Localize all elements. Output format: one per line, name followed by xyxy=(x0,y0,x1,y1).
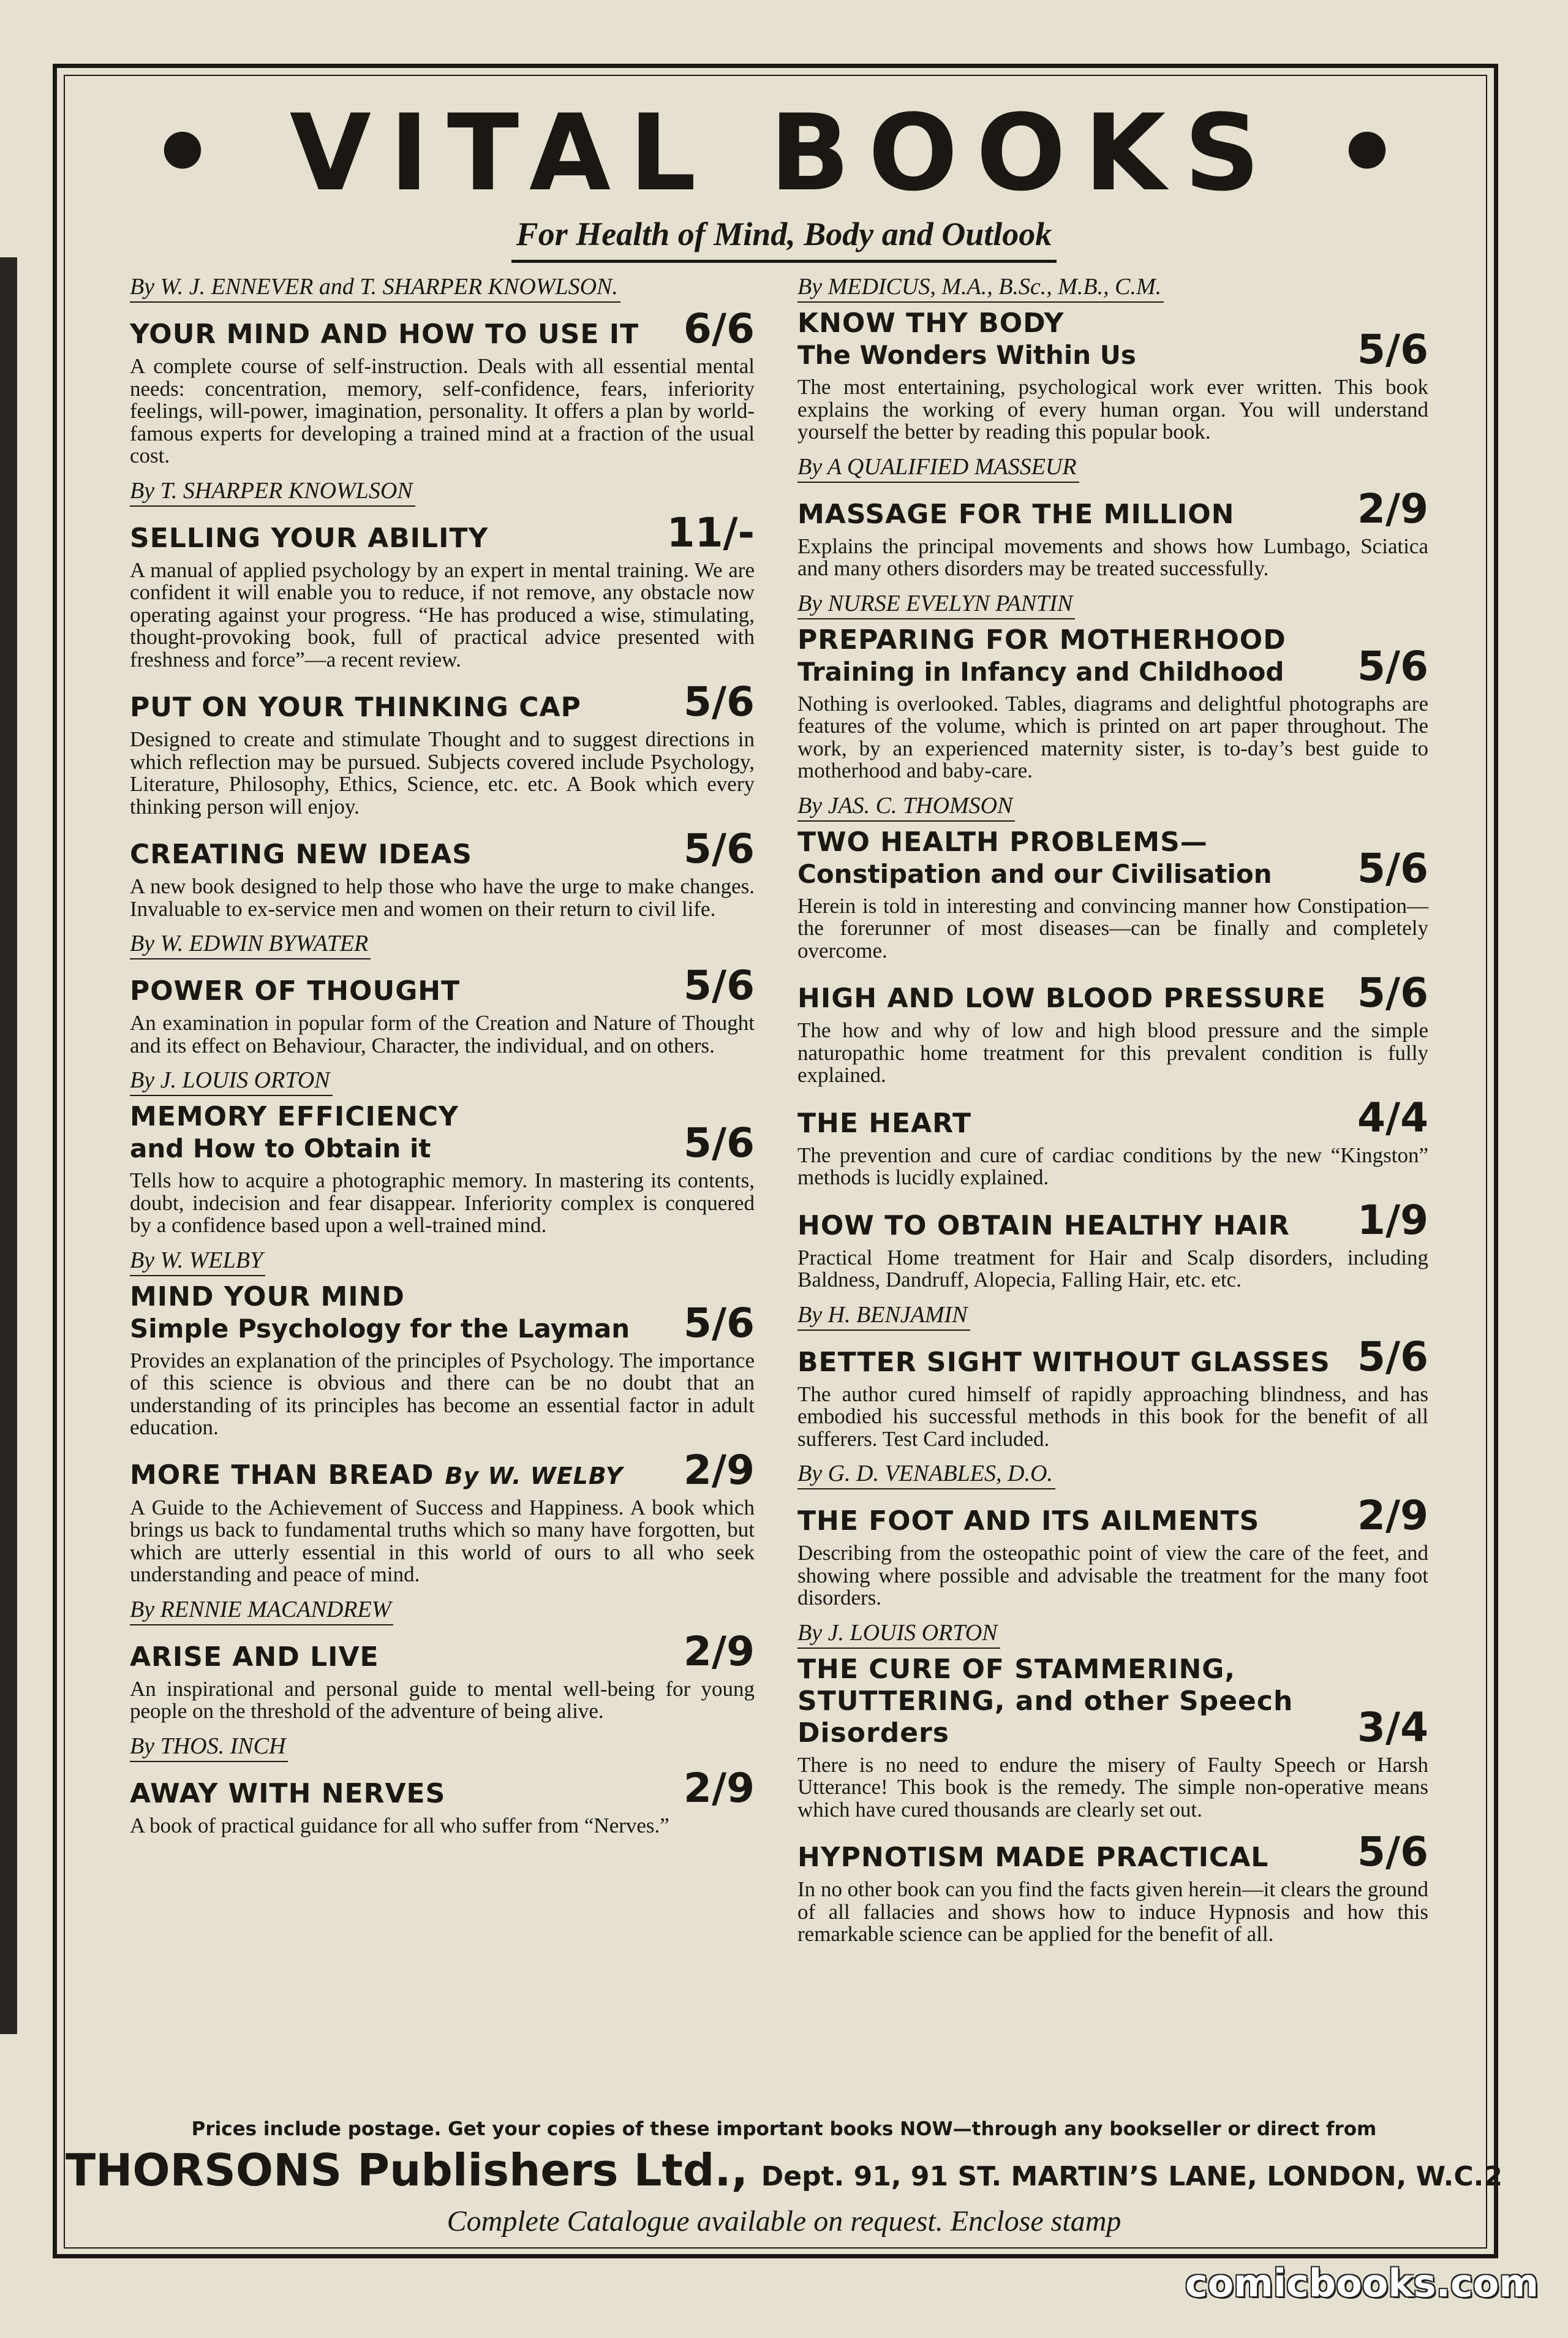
book-subtitle: Simple Psychology for the Layman xyxy=(130,1313,630,1344)
subtitle-wrap xyxy=(0,213,1568,263)
book-description: Describing from the osteopathic point of view the care of the feet, and showing where possible and advisable the treatment for the many foot disorders. xyxy=(797,1541,1428,1610)
book-author: By H. BENJAMIN xyxy=(797,1301,970,1331)
book-subtitle: Training in Infancy and Childhood xyxy=(797,656,1284,687)
book-title-block xyxy=(797,1505,1259,1537)
book-entry xyxy=(130,1733,755,1837)
book-title: BETTER SIGHT WITHOUT GLASSES xyxy=(797,1346,1330,1378)
book-entry xyxy=(797,590,1428,782)
book-heading-row xyxy=(797,1494,1428,1537)
book-author: By A QUALIFIED MASSEUR xyxy=(797,453,1079,483)
book-title: THE FOOT AND ITS AILMENTS xyxy=(797,1505,1260,1537)
book-entry xyxy=(130,1596,755,1723)
book-entry xyxy=(797,1301,1428,1451)
book-title-block xyxy=(797,983,1326,1015)
book-price: 5/6 xyxy=(1357,1333,1428,1380)
book-title-block xyxy=(797,1654,1345,1749)
book-title: HIGH AND LOW BLOOD PRESSURE xyxy=(797,983,1326,1014)
book-heading-row xyxy=(130,1281,755,1345)
book-price: 5/6 xyxy=(684,825,755,872)
book-description: A book of practical guidance for all who suffer from “Nerves.” xyxy=(130,1813,669,1837)
book-author: By JAS. C. THOMSON xyxy=(797,792,1015,822)
book-heading-row xyxy=(797,827,1428,890)
book-title: KNOW THY BODY xyxy=(797,308,1065,339)
book-price: 6/6 xyxy=(684,305,755,352)
book-description: Tells how to acquire a photographic memory. In mastering its contents, doubt, indecision and fear disappear. Inferiority complex is conquered by a confidence based upon a well-trained mind. xyxy=(130,1168,755,1237)
book-title-block xyxy=(130,1641,379,1673)
book-description: Provides an explanation of the principles of Psychology. The importance of this science is obvious and there can be no doubt that an understanding of its principles has become an essential factor in adult education. xyxy=(130,1348,755,1439)
book-title: TWO HEALTH PROBLEMS— xyxy=(797,826,1208,858)
book-heading-row xyxy=(797,1828,1428,1875)
book-subtitle: and How to Obtain it xyxy=(130,1133,431,1163)
book-entry xyxy=(130,477,755,672)
book-price: 5/6 xyxy=(1357,1828,1428,1875)
book-entry xyxy=(797,792,1428,963)
book-heading-row xyxy=(130,1101,755,1165)
publisher-name: THORSONS Publishers Ltd., xyxy=(66,2144,748,2196)
book-description: Herein is told in interesting and convincing manner how Constipation—the forerunner of most diseases—can be finally and completely overcome. xyxy=(797,893,1428,963)
book-title-block xyxy=(130,1459,623,1492)
book-subtitle: Constipation and our Civilisation xyxy=(797,858,1272,889)
book-heading-row xyxy=(797,1333,1428,1380)
book-price: 2/9 xyxy=(1357,1492,1428,1539)
book-heading-row xyxy=(130,1446,755,1494)
book-entry xyxy=(130,1247,755,1439)
book-title-block xyxy=(797,827,1272,890)
book-heading-row xyxy=(797,485,1428,532)
footer-catalogue-note: Complete Catalogue available on request. Enclose stamp xyxy=(447,2205,1121,2238)
book-author: By J. LOUIS ORTON xyxy=(130,1067,333,1096)
book-entry xyxy=(130,273,755,467)
book-title-block xyxy=(797,1108,971,1140)
book-heading-row xyxy=(130,964,755,1007)
book-price: 2/9 xyxy=(1357,485,1428,532)
book-description: The most entertaining, psychological work ever written. This book explains the working of every human organ. You will understand yourself the better by reading this popular book. xyxy=(797,375,1428,444)
book-title: PREPARING FOR MOTHERHOOD xyxy=(797,624,1286,656)
book-heading-row xyxy=(797,308,1428,371)
book-description: The how and why of low and high blood pressure and the simple naturopathic home treatment for this prevalent condition is fully explained. xyxy=(797,1018,1428,1087)
book-title-block xyxy=(130,692,581,724)
right-column xyxy=(797,273,1428,1956)
book-heading-row xyxy=(797,1196,1428,1244)
book-description: There is no need to endure the misery of Faulty Speech or Harsh Utterance! This book is the remedy. The simple non-operative means which have cured thousands are clearly set out. xyxy=(797,1752,1428,1822)
publisher-address: Dept. 91, 91 ST. MARTIN’S LANE, LONDON, W.C.2 xyxy=(761,2161,1502,2192)
book-title: THE CURE OF STAMMERING, STUTTERING, and other Speech Disorders xyxy=(797,1653,1294,1749)
book-price: 5/6 xyxy=(1357,844,1428,892)
book-author: By G. D. VENABLES, D.O. xyxy=(797,1460,1055,1489)
book-description: A Guide to the Achievement of Success and Happiness. A book which brings us back to fundamental truths which so many have forgotten, but which are utterly essential in this world of ours to all who seek understanding and peace of mind. xyxy=(130,1495,755,1586)
footer-publisher-line xyxy=(0,2144,1568,2196)
book-price: 4/4 xyxy=(1357,1094,1428,1141)
page-subtitle: For Health of Mind, Body and Outlook xyxy=(511,213,1057,263)
book-title: ARISE AND LIVE xyxy=(130,1641,379,1673)
book-heading-row xyxy=(797,969,1428,1016)
book-price: 5/6 xyxy=(1357,642,1428,690)
book-price: 2/9 xyxy=(684,1446,755,1494)
book-title-block xyxy=(797,1210,1290,1242)
book-description: An examination in popular form of the Creation and Nature of Thought and its effect on Behaviour, Character, the individual, and on others. xyxy=(130,1011,755,1057)
book-description: Nothing is overlooked. Tables, diagrams and delightful photographs are features of the volume, which is printed on art paper throughout. The work, by an experienced maternity sister, is to-day’s best guide to motherhood and baby-care. xyxy=(797,691,1428,782)
book-entry xyxy=(797,453,1428,580)
book-author: By THOS. INCH xyxy=(130,1733,288,1762)
book-entry xyxy=(130,1067,755,1237)
book-title: SELLING YOUR ABILITY xyxy=(130,522,489,554)
book-title-block xyxy=(130,319,639,350)
book-author: By MEDICUS, M.A., B.Sc., M.B., C.M. xyxy=(797,273,1164,303)
book-title: PUT ON YOUR THINKING CAP xyxy=(130,692,581,723)
book-price: 5/6 xyxy=(1357,969,1428,1016)
book-price: 5/6 xyxy=(1357,326,1428,373)
book-entry xyxy=(797,1094,1428,1189)
book-price: 2/9 xyxy=(684,1627,755,1675)
book-entry xyxy=(797,969,1428,1087)
book-author: By W. EDWIN BYWATER xyxy=(130,930,371,959)
book-title: MASSAGE FOR THE MILLION xyxy=(797,498,1235,530)
book-title-author: By W. WELBY xyxy=(445,1462,624,1489)
book-title-block xyxy=(797,499,1235,531)
book-author: By W. J. ENNEVER and T. SHARPER KNOWLSON. xyxy=(130,273,620,303)
book-title-block xyxy=(797,624,1286,688)
book-entry xyxy=(797,1196,1428,1292)
book-title: HOW TO OBTAIN HEALTHY HAIR xyxy=(797,1209,1290,1241)
book-description: Practical Home treatment for Hair and Scalp disorders, including Baldness, Dandruff, Alopecia, Falling Hair, etc. etc. xyxy=(797,1245,1428,1292)
book-title-block xyxy=(130,523,488,554)
book-title: CREATING NEW IDEAS xyxy=(130,839,472,870)
book-heading-row xyxy=(797,1094,1428,1141)
book-title-block xyxy=(797,308,1136,371)
book-title: THE HEART xyxy=(797,1107,972,1139)
book-title-block xyxy=(130,975,460,1007)
book-price: 2/9 xyxy=(684,1764,755,1812)
book-title-block xyxy=(130,1101,459,1165)
book-author: By T. SHARPER KNOWLSON xyxy=(130,477,415,507)
book-title: HYPNOTISM MADE PRACTICAL xyxy=(797,1842,1269,1873)
book-heading-row xyxy=(130,1627,755,1675)
book-heading-row xyxy=(797,1654,1428,1749)
book-description: In no other book can you find the facts given herein—it clears the ground of all fallacies and shows how to induce Hypnosis and how this remarkable science can be applied for the benefit of all. xyxy=(797,1877,1428,1946)
book-entry xyxy=(797,1828,1428,1946)
book-title: MIND YOUR MIND xyxy=(130,1281,405,1312)
book-author: By RENNIE MACANDREW xyxy=(130,1596,393,1625)
book-title-block xyxy=(130,1281,630,1345)
book-description: An inspirational and personal guide to mental well-being for young people on the threshold of the adventure of being alive. xyxy=(130,1676,755,1723)
book-heading-row xyxy=(130,678,755,725)
book-description: The author cured himself of rapidly approaching blindness, and has embodied his successful methods in this book for the benefit of all sufferers. Test Card included. xyxy=(797,1382,1428,1451)
book-price: 11/- xyxy=(666,509,755,556)
book-heading-row xyxy=(130,1764,755,1812)
book-description: A new book designed to help those who have the urge to make changes. Invaluable to ex-service men and women on their return to civil life. xyxy=(130,874,755,921)
watermark: comicbooks.com xyxy=(1185,2261,1539,2306)
book-author: By W. WELBY xyxy=(130,1247,265,1276)
book-title-block xyxy=(130,1778,445,1810)
torn-edge xyxy=(0,257,17,2034)
book-title: POWER OF THOUGHT xyxy=(130,975,461,1007)
book-heading-row xyxy=(797,624,1428,688)
book-price: 5/6 xyxy=(684,1299,755,1347)
book-description: A manual of applied psychology by an expert in mental training. We are confident it will enable you to reduce, if not remove, any obstacle now operating against your progress. “He has produced a wise, stimulating, thought-provoking book, full of practical advice presented with freshness and force”—a recent review. xyxy=(130,558,755,672)
book-description: A complete course of self-instruction. Deals with all essential mental needs: concentration, memory, self-confidence, fears, inferiority feelings, will-power, imagination, personality. It offers a plan by world-famous experts for developing a trained mind at a fraction of the usual cost. xyxy=(130,354,755,467)
page-title: • VITAL BOOKS • xyxy=(148,91,1419,214)
book-entry xyxy=(130,825,755,921)
book-description: Explains the principal movements and shows how Lumbago, Sciatica and many others disorders may be treated successfully. xyxy=(797,534,1428,580)
book-price: 5/6 xyxy=(684,962,755,1009)
book-description: Designed to create and stimulate Thought and to suggest directions in which reflection may be pursued. Subjects covered include Psychology, Literature, Philosophy, Ethics, Science, etc. etc. A Book which every thinking person will enjoy. xyxy=(130,727,755,819)
book-title-block xyxy=(797,1347,1330,1379)
left-column xyxy=(130,273,755,1847)
book-title-block xyxy=(797,1842,1268,1874)
book-title: MORE THAN BREAD xyxy=(130,1459,434,1491)
book-author: By NURSE EVELYN PANTIN xyxy=(797,590,1075,619)
book-price: 3/4 xyxy=(1357,1703,1428,1751)
book-title-block xyxy=(130,839,472,871)
book-subtitle: The Wonders Within Us xyxy=(797,340,1136,370)
book-price: 1/9 xyxy=(1357,1196,1428,1244)
book-title: MEMORY EFFICIENCY xyxy=(130,1101,459,1132)
book-price: 5/6 xyxy=(684,1119,755,1167)
book-heading-row xyxy=(130,305,755,352)
book-author: By J. LOUIS ORTON xyxy=(797,1619,1000,1649)
book-title: YOUR MIND AND HOW TO USE IT xyxy=(130,319,639,350)
book-entry xyxy=(130,678,755,819)
footer-prices-note: Prices include postage. Get your copies of these important books NOW—through any bookseller or direct from xyxy=(191,2118,1377,2140)
book-entry xyxy=(130,1446,755,1586)
book-title: AWAY WITH NERVES xyxy=(130,1777,446,1809)
book-entry xyxy=(130,930,755,1057)
book-heading-row xyxy=(130,509,755,556)
book-description: The prevention and cure of cardiac conditions by the new “Kingston” methods is lucidly explained. xyxy=(797,1143,1428,1189)
book-entry xyxy=(797,1619,1428,1822)
book-price: 5/6 xyxy=(684,678,755,725)
book-heading-row xyxy=(130,825,755,872)
book-entry xyxy=(797,273,1428,444)
book-entry xyxy=(797,1460,1428,1610)
